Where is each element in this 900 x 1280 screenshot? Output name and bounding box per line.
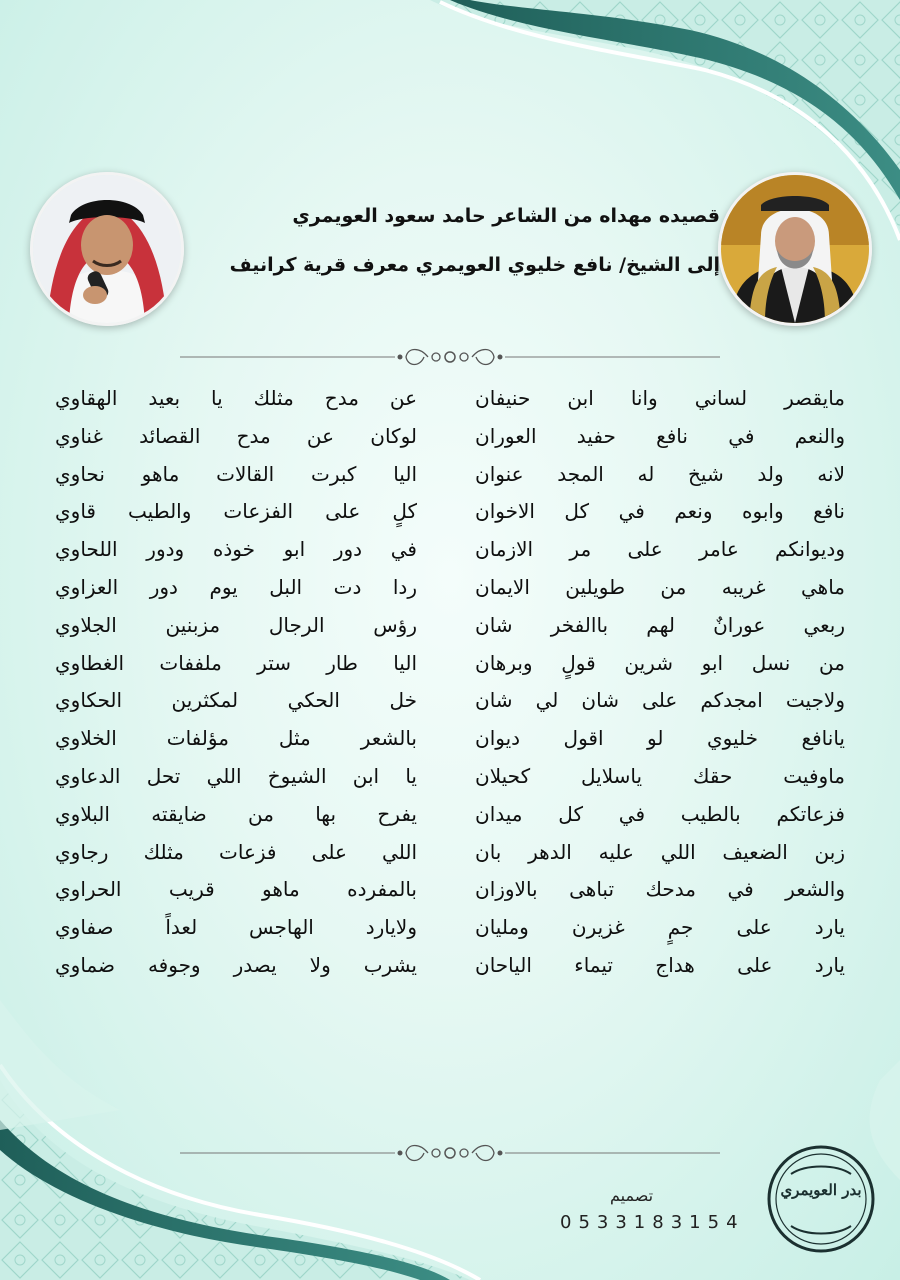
verse-line: لوكان عن مدح القصائد غناوي <box>55 423 417 448</box>
calligraphy-logo-icon <box>766 1144 876 1254</box>
verse-line: والنعم في نافع حفيد العوران <box>475 423 845 448</box>
verse-line: ردا دت البل يوم دور العزاوي <box>55 574 417 599</box>
verse-line: اليا كبرت القالات ماهو نحاوي <box>55 461 417 486</box>
poem-column-left <box>55 380 417 985</box>
verse-line: ماوفيت حقك ياسلايل كحيلان <box>475 763 845 788</box>
verse-line: عن مدح مثلك يا بعيد الهقاوي <box>55 386 417 410</box>
logo-text: بدر العويمري <box>780 1181 862 1199</box>
verse-line: والشعر في مدحك تباهى بالاوزان <box>475 877 845 902</box>
verse-line: نافع وابوه ونعم في كل الاخوان <box>475 499 845 524</box>
verse-line: يشرب ولا يصدر وجوفه ضماوي <box>55 952 417 977</box>
verse-line: ماهي غريبه من طويلين الايمان <box>475 574 845 599</box>
verse-line: مايقصر لساني وانا ابن حنيفان <box>475 386 845 410</box>
verse-line: خل الحكي لمكثرين الحكاوي <box>55 688 417 713</box>
ornament-divider-icon <box>180 1138 720 1168</box>
verse-line: بالشعر مثل مؤلفات الخلاوي <box>55 726 417 751</box>
poem-column-right <box>475 380 845 985</box>
verse-line: ولايارد الهاجس لعداً صفاوي <box>55 915 417 940</box>
verse-line: يا ابن الشيوخ اللي تحل الدعاوي <box>55 763 417 788</box>
poet-portrait <box>30 172 184 326</box>
verse-line: من نسل ابو شرين قولٍ وبرهان <box>475 650 845 675</box>
verse-line: يانافع خليوي لو اقول ديوان <box>475 726 845 751</box>
verse-line: زبن الضعيف اللي عليه الدهر بان <box>475 839 845 864</box>
dedication-line-1: قصيده مهداه من الشاعر حامد سعود العويمري <box>292 205 720 227</box>
verse-line: وديوانكم عامر على مر الازمان <box>475 537 845 562</box>
verse-line: رؤس الرجال مزبنين الجلاوي <box>55 612 417 637</box>
verse-line: لانه ولد شيخ له المجد عنوان <box>475 461 845 486</box>
dedication-line-2: إلى الشيخ/ نافع خليوي العويمري معرف قرية كرانيف <box>229 254 720 276</box>
phone-number: 0533183154 <box>560 1212 745 1233</box>
sheikh-portrait <box>718 172 872 326</box>
verse-line: كلٍ على الفزعات والطيب قاوي <box>55 499 417 524</box>
verse-line: يارد على هداج تيماء الياحان <box>475 952 845 977</box>
verse-line: فزعاتكم بالطيب في كل ميدان <box>475 801 845 826</box>
verse-line: في دور ابو خوذه ودور اللحاوي <box>55 537 417 562</box>
verse-line: ولاجيت امجدكم على شان لي شان <box>475 688 845 713</box>
verse-line: ربعي عورانٌ لهم باالفخر شان <box>475 612 845 637</box>
verse-line: اليا طار ستر ملففات الغطاوي <box>55 650 417 675</box>
design-credit-label: تصميم <box>610 1186 654 1205</box>
verse-line: يارد على جمٍ غزيرن ومليان <box>475 915 845 940</box>
verse-line: بالمفرده ماهو قريب الحراوي <box>55 877 417 902</box>
verse-line: يفرح بها من ضايقته البلاوي <box>55 801 417 826</box>
verse-line: اللي على فزعات مثلك رجاوي <box>55 839 417 864</box>
ornament-divider-icon <box>180 342 720 372</box>
